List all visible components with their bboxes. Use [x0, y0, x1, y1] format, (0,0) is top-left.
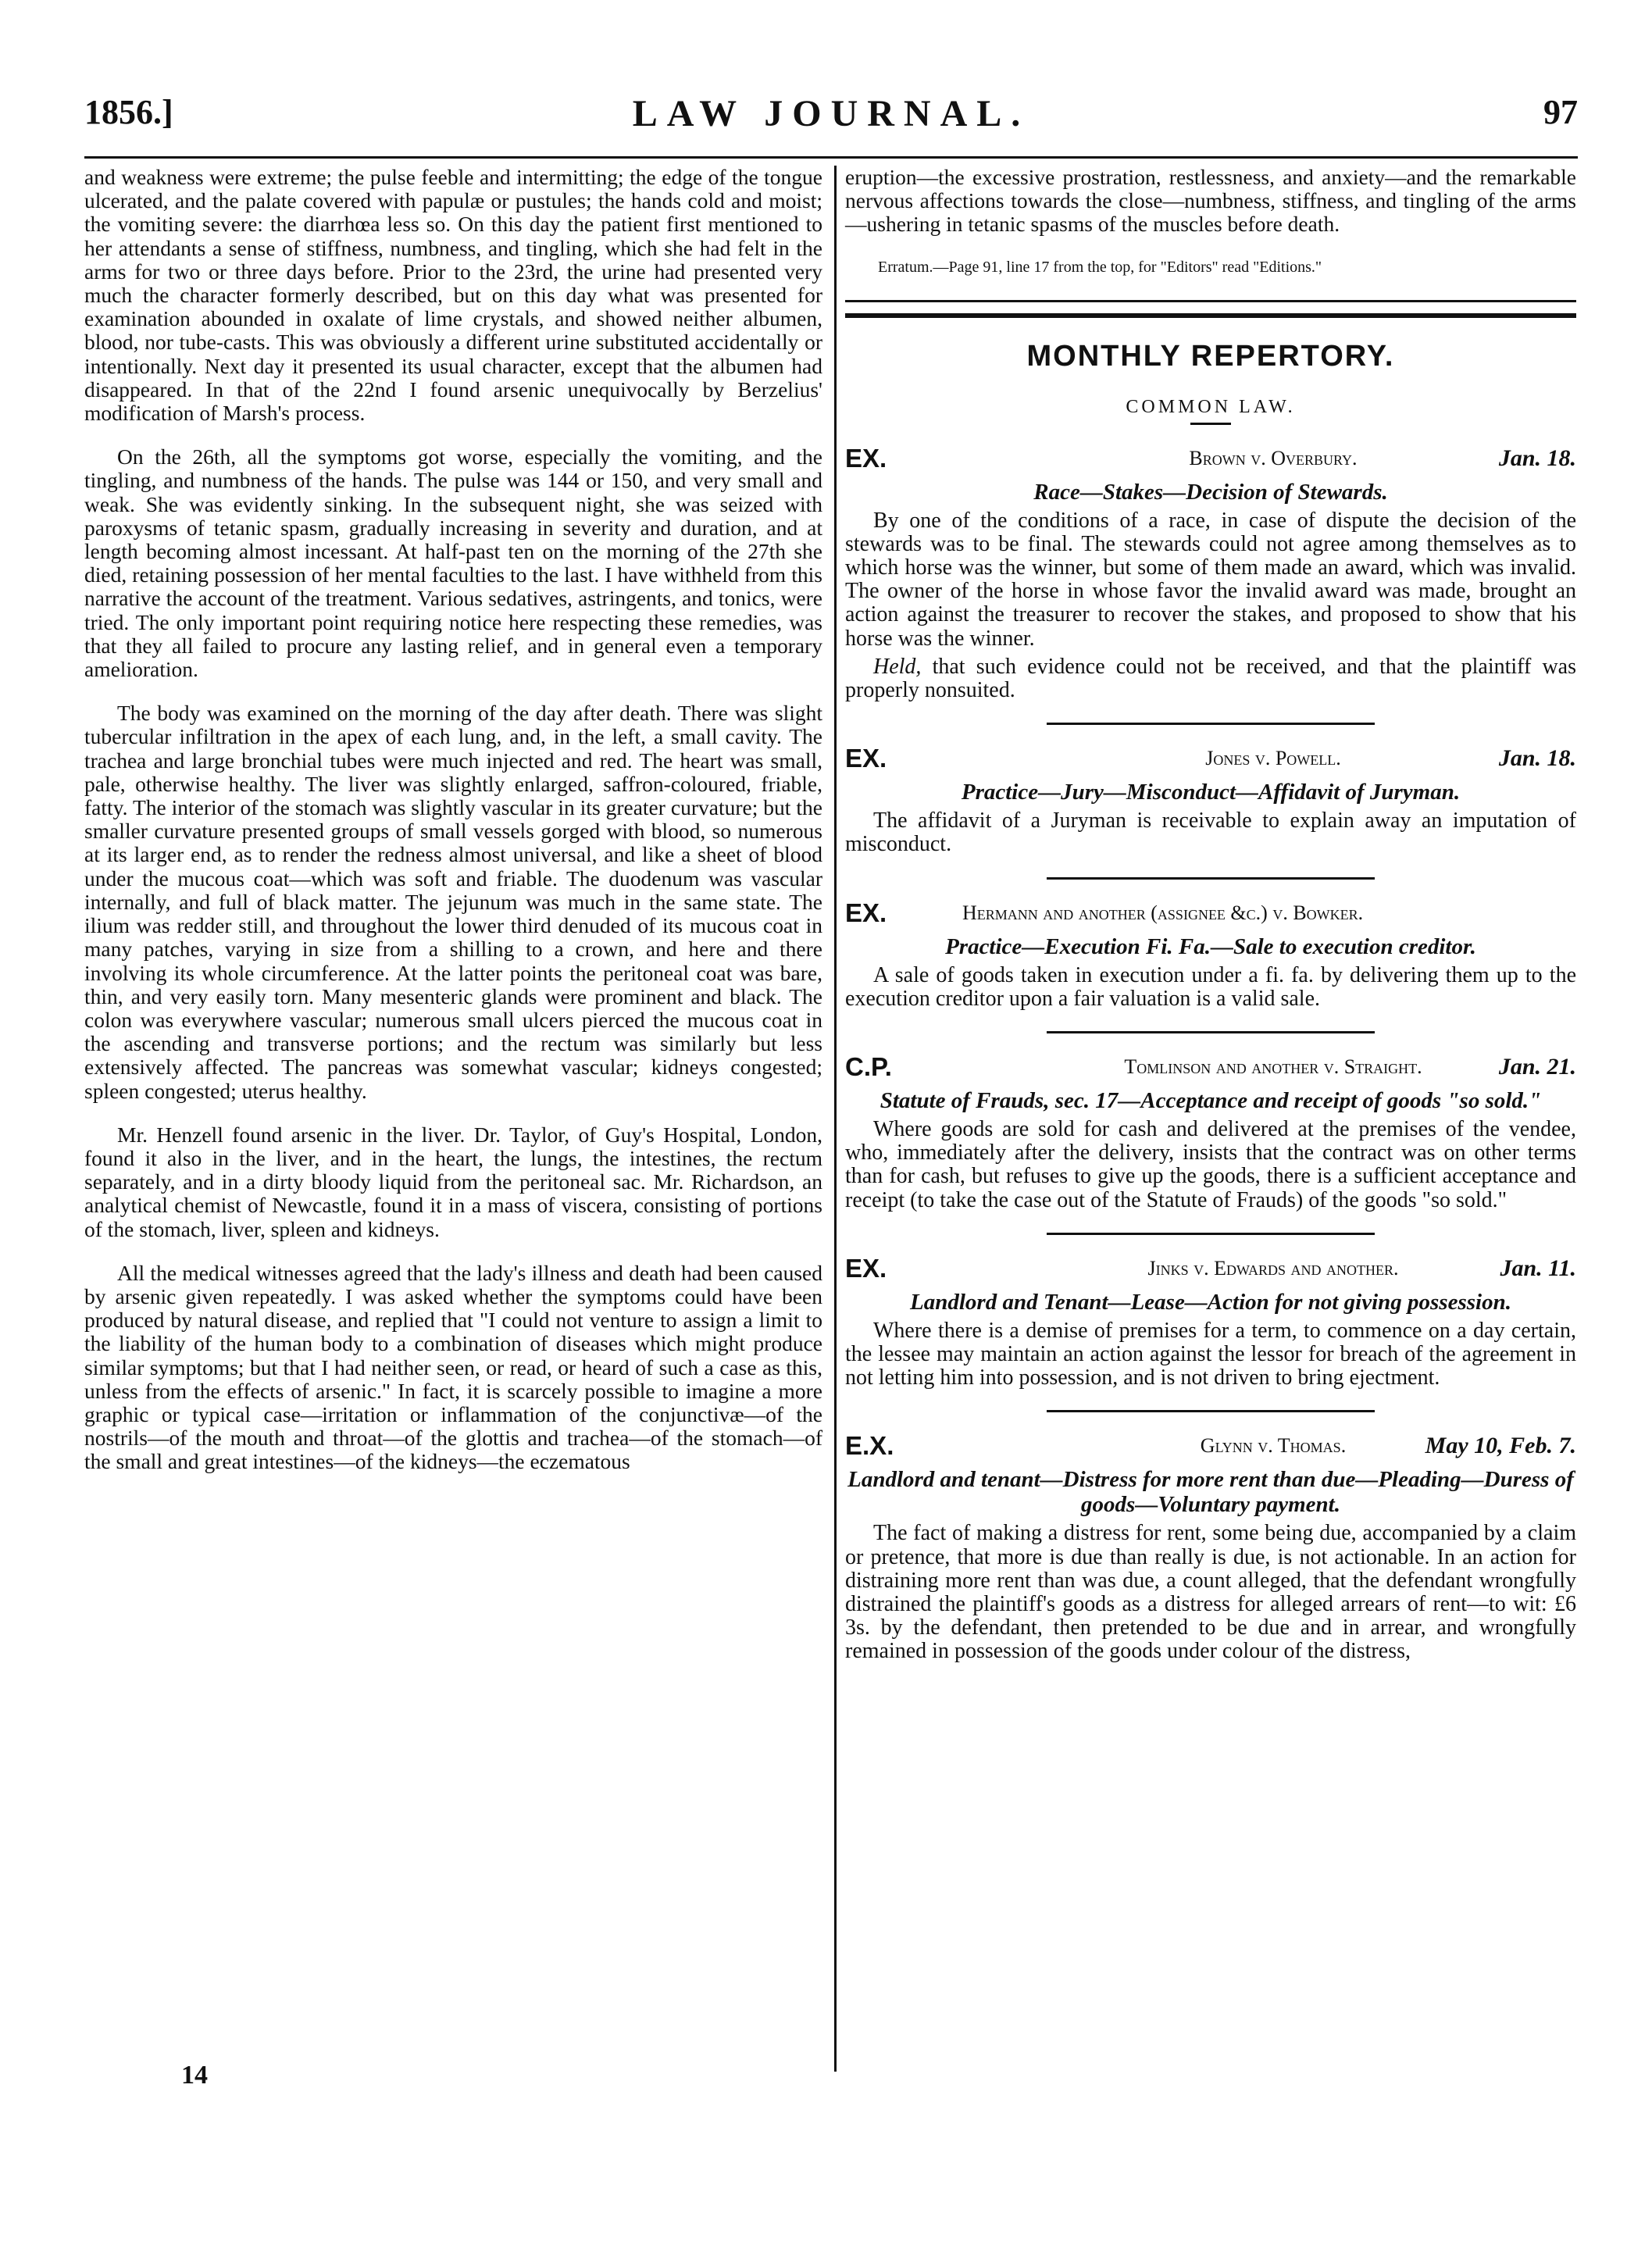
left-paragraph-3: The body was examined on the morning of the day after death. There was slight tubercular infiltration in the apex of each lung, and, in the left, a small cavity. The trachea and large bronchial tubes were much injected and red. The heart was small, pale, otherwise healthy. The liver was slightly enlarged, saffron-coloured, friable, fatty. The interior of the stomach was slightly vascular in its greater curvature; but the smaller curvature presented groups of small vessels gorged with blood, so numerous at its larger end, as to render the redness almost universal, and like a sheet of blood under the mucous coat—which was soft and friable. The duodenum was vascular internally, and full of black matter. The jejunum was much in the same state. The ilium was redder still, and throughout the lower third denuded of its mucous coat in many patches, varying in size from a shilling to a crown, and here and there involving its whole circumference. At the latter points the peritoneal coat was bare, thin, and very easily torn. Many mesenteric glands were prominent and black. The colon was everywhere vascular; numerous small ulcers pierced the mucous coat in the ascending and transverse portions; and the rectum was similarly but less extensively affected. The pancreas was somewhat vascular; kidneys congested; spleen congested; uterus healthy.: [84, 701, 822, 1103]
left-paragraph-1: and weakness were extreme; the pulse feeble and intermitting; the edge of the tongue ulcerated, and the palate covered with papulæ or pustules; the hands cold and moist; the vomiting severe: the diarrhœa less so. On this day the patient first mentioned to her attendants a sense of stiffness, numbness, and tingling, which she had felt in the arms for two or three days before. Prior to the 23rd, the urine had presented very much the character formerly described, but on this day what was presented for examination abounded in oxalate of lime crystals, and showed neither albumen, blood, nor tube-casts. This was obviously a different urine substituted accidentally or intentionally. Next day it presented its usual character, except that the albumen had disappeared. In that of the 22nd I found arsenic unequivocally by Berzelius' modification of Marsh's process.: [84, 165, 822, 426]
case-date: Jan. 11.: [1500, 1255, 1576, 1281]
case-entry: [845, 1052, 1576, 1212]
case-text: Where there is a demise of premises for a term, to commence on a day certain, the lessee may maintain an action against the lessor for breach of the agreement in not letting him into possession, and is not driven to bring ejectment.: [845, 1318, 1576, 1390]
case-text: By one of the conditions of a race, in case of dispute the decision of the stewards was to be final. The stewards could not agree among themselves as to which horse was the winner, but some of them made an award, which was invalid. The owner of the horse in whose favor the invalid award was made, brought an action against the treasurer to recover the stakes, and proposed to show that his horse was the winner.: [845, 508, 1576, 651]
section-title: MONTHLY REPERTORY.: [1026, 339, 1395, 373]
case-subject: Race—Stakes—Decision of Stewards.: [1033, 479, 1388, 505]
erratum-note: Erratum.—Page 91, line 17 from the top, for "Editors" read "Editions.": [878, 258, 1322, 276]
running-header: [84, 92, 1578, 139]
case-divider: [1047, 877, 1375, 880]
case-heading: [845, 744, 1576, 773]
case-parties: Glynn v. Thomas.: [1200, 1434, 1347, 1458]
case-date: May 10, Feb. 7.: [1425, 1433, 1576, 1459]
header-rule: [84, 156, 1578, 159]
case-date: Jan. 18.: [1498, 745, 1576, 772]
case-date: Jan. 18.: [1498, 444, 1576, 471]
case-subject: Practice—Execution Fi. Fa.—Sale to execution creditor.: [945, 933, 1476, 959]
case-subject: Landlord and Tenant—Lease—Action for not giving possession.: [910, 1289, 1511, 1315]
case-held-label: Held,: [873, 654, 922, 679]
case-entry: [845, 744, 1576, 856]
case-parties: Brown v. Overbury.: [1189, 446, 1358, 469]
case-text: Where goods are sold for cash and delivered at the premises of the vendee, who, immediately after the delivery, insists that the contract was on other terms than for cash, but refuses to give up the goods, there is a sufficient acceptance and receipt (to take the case out of the Statute of Frauds) of the goods "so sold.": [845, 1117, 1576, 1212]
case-subject: Practice—Jury—Misconduct—Affidavit of Juryman.: [961, 780, 1461, 805]
case-parties: Jinks v. Edwards and another.: [1147, 1256, 1399, 1280]
right-continuation: eruption—the excessive prostration, restlessness, and anxiety—and the remarkable nervous affections towards the close—numbness, stiffness, and tingling of the arms—ushering in tetanic spasms of the muscles before death.: [845, 165, 1576, 237]
case-court: E.X.: [845, 1431, 894, 1461]
case-parties: Jones v. Powell.: [1205, 747, 1341, 770]
case-divider: [1047, 1031, 1375, 1033]
left-paragraph-4: Mr. Henzell found arsenic in the liver. Dr. Taylor, of Guy's Hospital, London, found it also in the liver, and in the heart, the lungs, the intestines, the rectum separately, and in a dirty bloody liquid from the peritoneal sac. Mr. Richardson, an analytical chemist of Newcastle, found it in a mass of viscera, consisting of portions of the stomach, liver, spleen and kidneys.: [84, 1122, 822, 1241]
case-court: C.P.: [845, 1052, 892, 1082]
case-heading: [845, 444, 1576, 473]
case-parties: Hermann and another (assignee &c.) v. Bowker.: [962, 901, 1364, 924]
case-held: [845, 655, 1576, 702]
case-heading: [845, 1431, 1576, 1461]
case-text: A sale of goods taken in execution under a fi. fa. by delivering them up to the execution creditor upon a fair valuation is a valid sale.: [845, 962, 1576, 1011]
left-paragraph-2: On the 26th, all the symptoms got worse, especially the vomiting, and the tingling, and numbness of the hands. The pulse was 144 or 150, and very small and weak. She was evidently sinking. In the subsequent night, she was seized with paroxysms of tetanic spasm, gradually increasing in severity and duration, and at length becoming almost incessant. At half-past ten on the morning of the 27th she died, retaining possession of her mental faculties to the last. I have withheld from this narrative the account of the treatment. Various sedatives, astringents, and tonics, were tried. The only important point requiring notice here respecting these remedies, was that they all failed to procure any lasting relief, and in general even a temporary amelioration.: [84, 444, 822, 682]
case-court: EX.: [845, 898, 887, 927]
case-court: EX.: [845, 443, 887, 473]
header-year: 1856.]: [84, 93, 173, 131]
right-column: [845, 166, 1576, 1664]
case-divider: [1047, 1233, 1375, 1235]
case-subject: Statute of Frauds, sec. 17—Acceptance and receipt of goods "so sold.": [880, 1088, 1542, 1114]
case-entry: [845, 1431, 1576, 1663]
case-divider: [1047, 1410, 1375, 1412]
header-journal-title: LAW JOURNAL.: [632, 93, 1030, 134]
column-divider: [834, 166, 837, 2072]
case-heading: [845, 1254, 1576, 1283]
case-divider: [1047, 723, 1375, 725]
case-entry: [845, 444, 1576, 703]
case-heading: [845, 898, 1576, 928]
case-court: EX.: [845, 1253, 887, 1283]
case-text: The fact of making a distress for rent, some being due, accompanied by a claim or pretence, that more is due than really is due, is not actionable. In an action for distraining more rent than was due, a count alleged, that the defendant wrongfully distrained the plaintiff's goods as a distress for alleged arrears of rent—to wit: £6 3s. by the defendant, then pretended to be due and in arrear, and wrongfully remained in possession of the goods under colour of the distress,: [845, 1521, 1576, 1664]
case-entry: [845, 1254, 1576, 1390]
section-double-rule: [845, 300, 1576, 318]
subsection-rule: [1190, 423, 1231, 425]
case-court: EX.: [845, 744, 887, 773]
left-column: [84, 166, 822, 1474]
case-held-text: that such evidence could not be received, and that the plaintiff was properly nonsuited.: [845, 654, 1576, 703]
header-page-number: 97: [1543, 93, 1578, 131]
signature-folio: 14: [181, 2061, 208, 2090]
left-paragraph-5: All the medical witnesses agreed that the lady's illness and death had been caused by arsenic given repeatedly. I was asked whether the symptoms could have been produced by natural disease, and replied that "I could not venture to assign a limit to the liability of the human body to a combination of diseases which might produce similar symptoms; but that I had neither seen, or read, or heard of such a case as this, unless from the effects of arsenic." In fact, it is scarcely possible to imagine a more graphic or typical case—irritation or inflammation of the conjunctivæ—of the nostrils—of the mouth and throat—of the glottis and trachea—of the stomach—of the small and great intestines—of the kidneys—the eczematous: [84, 1260, 822, 1474]
case-subject: Landlord and tenant—Distress for more rent than due—Pleading—Duress of goods—Voluntary payment.: [847, 1467, 1574, 1518]
case-entry: [845, 898, 1576, 1011]
case-parties: Tomlinson and another v. Straight.: [1124, 1055, 1422, 1079]
case-text: The affidavit of a Juryman is receivable to explain away an imputation of misconduct.: [845, 808, 1576, 857]
case-date: Jan. 21.: [1498, 1054, 1576, 1080]
subsection-title: COMMON LAW.: [1126, 396, 1296, 417]
case-heading: [845, 1052, 1576, 1082]
